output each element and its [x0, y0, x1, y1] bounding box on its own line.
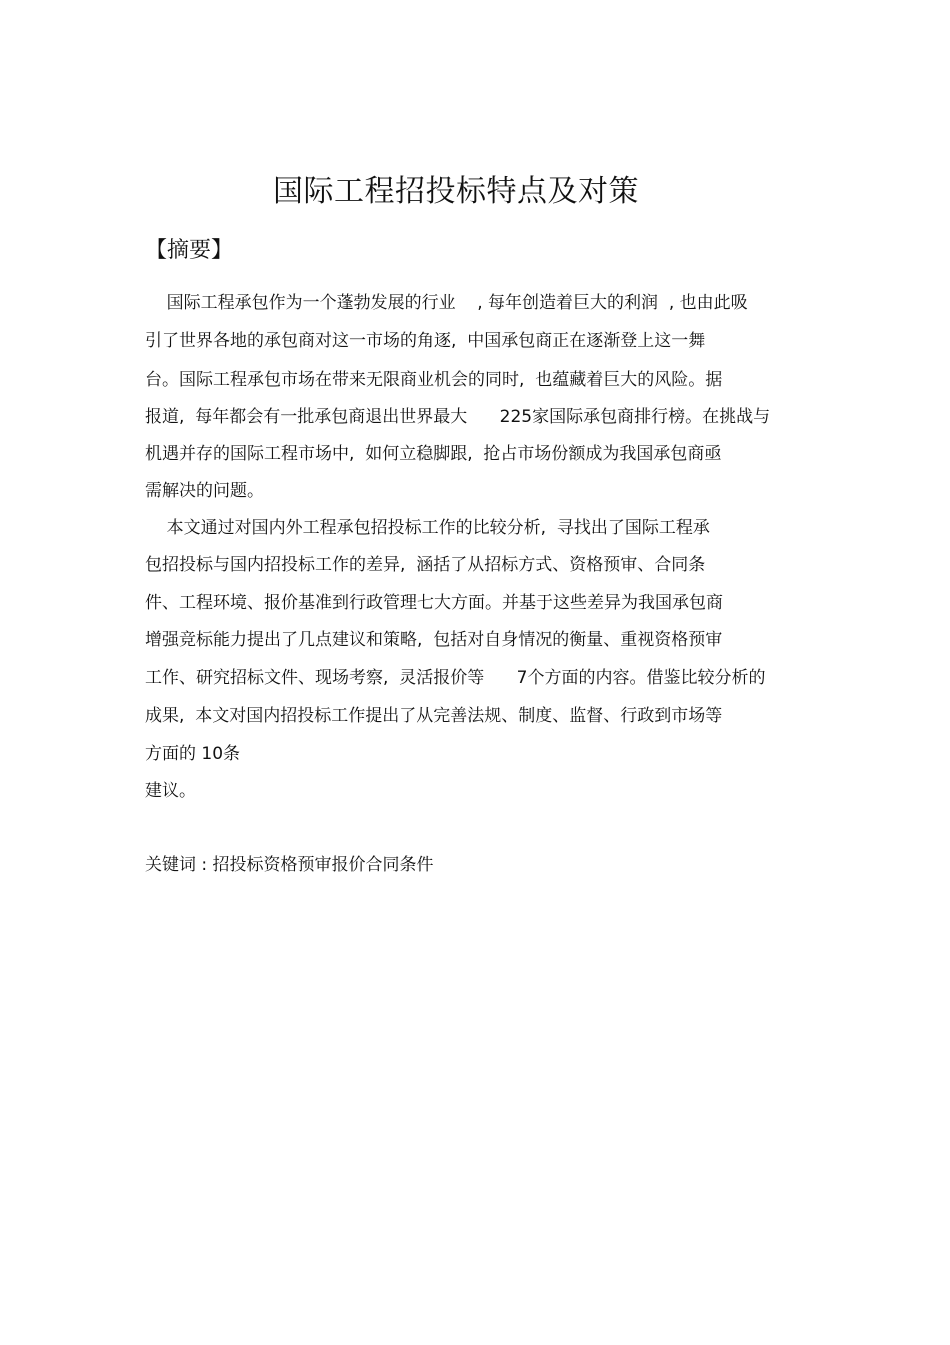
paragraph-line: 引了世界各地的承包商对这一市场的角逐, 中国承包商正在逐渐登上这一舞 — [145, 331, 706, 351]
paragraph-line: 建议。 — [145, 781, 196, 801]
abstract-heading: 【摘要】 — [145, 238, 234, 263]
paragraph-line: 报道, 每年都会有一批承包商退出世界最大 225家国际承包商排行榜。在挑战与 — [145, 407, 771, 427]
paragraph-line: 机遇并存的国际工程市场中, 如何立稳脚跟, 抢占市场份额成为我国承包商亟 — [145, 444, 722, 464]
keywords-line: 关键词 : 招投标资格预审报价合同条件 — [145, 855, 434, 875]
paragraph-line: 本文通过对国内外工程承包招投标工作的比较分析, 寻找出了国际工程承 — [145, 518, 710, 538]
paragraph-line: 件、工程环境、报价基准到行政管理七大方面。并基于这些差异为我国承包商 — [145, 593, 723, 613]
paragraph-line: 需解决的问题。 — [145, 481, 264, 501]
paragraph-line: 国际工程承包作为一个蓬勃发展的行业 , 每年创造着巨大的利润 , 也由此吸 — [145, 293, 748, 313]
paragraph-line: 台。国际工程承包市场在带来无限商业机会的同时, 也蕴藏着巨大的风险。据 — [145, 370, 723, 390]
paragraph-line: 方面的 10条 — [145, 744, 241, 764]
document-title: 国际工程招投标特点及对策 — [273, 174, 639, 209]
paragraph-line: 成果, 本文对国内招投标工作提出了从完善法规、制度、监督、行政到市场等 — [145, 706, 723, 726]
paragraph-line: 增强竞标能力提出了几点建议和策略, 包括对自身情况的衡量、重视资格预审 — [145, 630, 723, 650]
paragraph-line: 工作、研究招标文件、现场考察, 灵活报价等 7个方面的内容。借鉴比较分析的 — [145, 668, 766, 688]
paragraph-line: 包招投标与国内招投标工作的差异, 涵括了从招标方式、资格预审、合同条 — [145, 555, 706, 575]
